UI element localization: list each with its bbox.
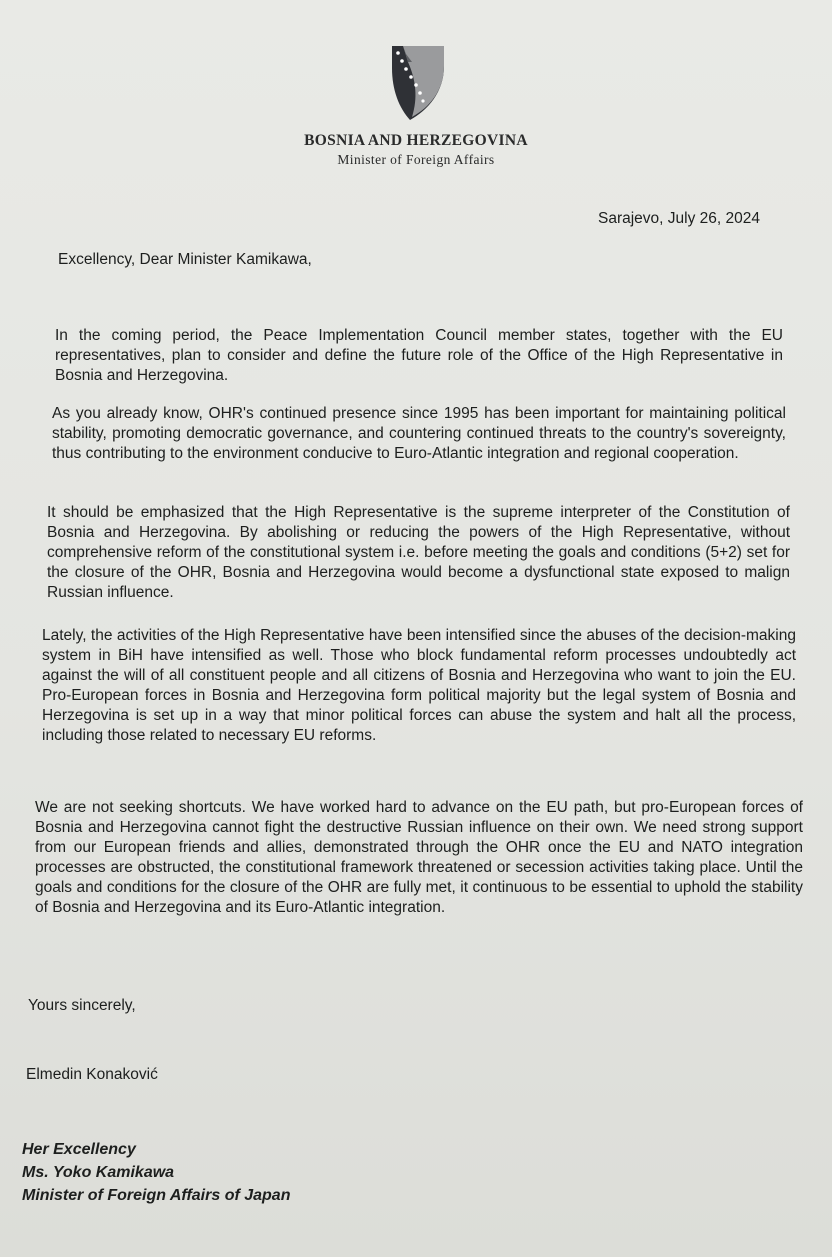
body-paragraph-5: We are not seeking shortcuts. We have worked hard to advance on the EU path, but pro-European forces of Bosnia and Herzegovina cannot fight the destructive Russian influence on their own. We need strong support from our European friends and allies, demonstrated through the OHR once the EU and NATO integration processes are obstructed, the constitutional framework threatened or secession activities taking place. Until the goals and conditions for the closure of the OHR are fully met, it continuous to be essential to uphold the stability of Bosnia and Herzegovina and its Euro-Atlantic integration. [35,799,803,916]
body-paragraph-4: Lately, the activities of the High Representative have been intensified since the abuses of the decision-making system in BiH have intensified as well. Those who block fundamental reform processes undoubtedly act against the will of all constituent people and all citizens of Bosnia and Herzegovina who want to join the EU. Pro-European forces in Bosnia and Herzegovina form political majority but the legal system of Bosnia and Herzegovina is set up in a way that minor political forces can abuse the system and halt all the process, including those related to necessary EU reforms. [42,627,796,744]
body-paragraph-2: As you already know, OHR's continued presence since 1995 has been important for maintaining political stability, promoting democratic governance, and countering continued threats to the country's sovereignty, thus contributing to the environment conducive to Euro-Atlantic integration and regional cooperation. [52,405,786,462]
recipient-block [22,1138,290,1207]
body-paragraph-1: In the coming period, the Peace Implementation Council member states, together with the EU representatives, plan to consider and define the future role of the Office of the High Representative in Bosnia and Herzegovina. [55,327,783,384]
signatory-name: Elmedin Konaković [26,1066,158,1083]
recipient-position: Minister of Foreign Affairs of Japan [22,1187,291,1204]
recipient-title: Her Excellency [22,1141,136,1158]
coat-of-arms-icon [386,44,448,122]
letter-date: Sarajevo, July 26, 2024 [598,210,760,227]
letterhead-ministry: Minister of Foreign Affairs [337,152,495,167]
salutation: Excellency, Dear Minister Kamikawa, [58,251,312,268]
body-paragraph-3: It should be emphasized that the High Representative is the supreme interpreter of the Constitution of Bosnia and Herzegovina. By abolishing or reducing the powers of the High Representative, without comprehensive reform of the constitutional system i.e. before meeting the goals and conditions (5+2) set for the closure of the OHR, Bosnia and Herzegovina would become a dysfunctional state exposed to malign Russian influence. [47,504,790,601]
letterhead-country: BOSNIA AND HERZEGOVINA [304,132,528,149]
recipient-name: Ms. Yoko Kamikawa [22,1164,175,1181]
closing: Yours sincerely, [28,997,136,1014]
